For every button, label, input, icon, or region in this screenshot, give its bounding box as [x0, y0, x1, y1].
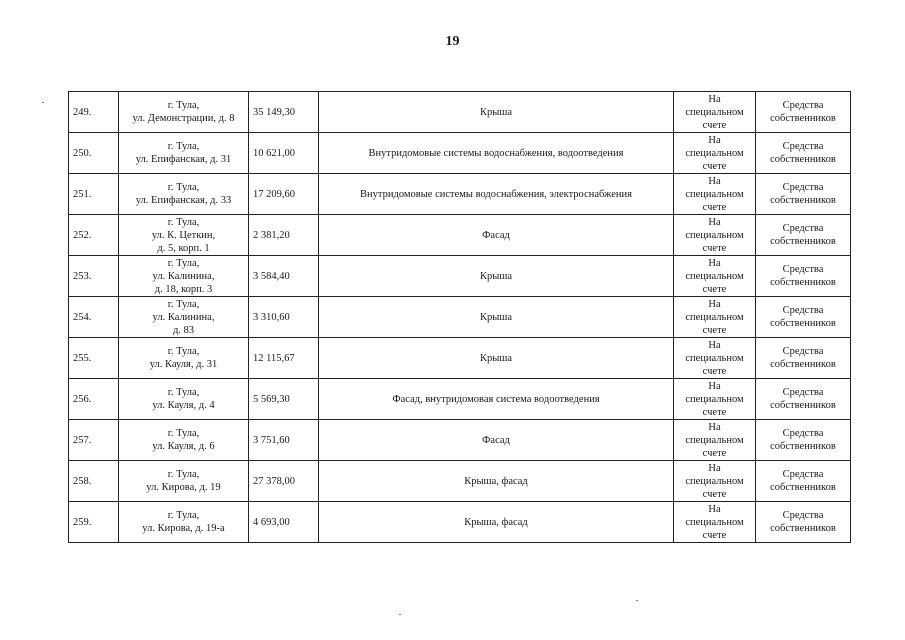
- address-line: г. Тула,: [167, 298, 200, 310]
- address-line: ул. Калинина,: [152, 311, 215, 323]
- address-line: ул. Демонстрации, д. 8: [132, 113, 235, 124]
- table-row: [69, 297, 851, 338]
- scan-speck: [636, 600, 638, 601]
- address-line: д. 18, корп. 3: [154, 283, 213, 295]
- address-line: ул. К. Цеткин,: [151, 229, 216, 241]
- account-line: На: [708, 503, 721, 515]
- row-number: 250.: [69, 133, 119, 174]
- address-cell: [119, 174, 249, 215]
- source-line: Средства: [782, 346, 824, 357]
- account-line: специальном: [685, 106, 744, 118]
- account-cell: [674, 420, 756, 461]
- account-line: специальном: [685, 270, 744, 282]
- address-line: ул. Кауля, д. 4: [152, 400, 215, 411]
- address-cell: [119, 338, 249, 379]
- address-cell: [119, 256, 249, 297]
- source-line: Средства: [782, 264, 824, 275]
- source-line: Средства: [782, 182, 824, 193]
- account-line: счете: [702, 201, 727, 213]
- funding-source-cell: [756, 92, 851, 133]
- address-line: д. 83: [172, 324, 195, 336]
- scan-speck: [42, 102, 44, 103]
- row-number: 249.: [69, 92, 119, 133]
- funding-source-cell: [756, 379, 851, 420]
- address-cell: [119, 461, 249, 502]
- address-line: г. Тула,: [167, 510, 200, 521]
- source-line: собственников: [770, 195, 836, 206]
- source-line: собственников: [770, 523, 836, 534]
- table-row: [69, 174, 851, 215]
- account-line: На: [708, 175, 721, 187]
- work-type-cell: Крыша: [319, 338, 674, 379]
- account-line: На: [708, 134, 721, 146]
- table-row: [69, 92, 851, 133]
- source-line: Средства: [782, 100, 824, 111]
- row-number: 254.: [69, 297, 119, 338]
- source-line: Средства: [782, 387, 824, 398]
- table-row: [69, 338, 851, 379]
- cost-cell: 3 584,40: [249, 256, 319, 297]
- source-line: собственников: [770, 318, 836, 329]
- row-number: 253.: [69, 256, 119, 297]
- account-line: специальном: [685, 311, 744, 323]
- cost-cell: 2 381,20: [249, 215, 319, 256]
- source-line: Средства: [782, 141, 824, 152]
- account-line: специальном: [685, 434, 744, 446]
- source-line: собственников: [770, 359, 836, 370]
- source-line: Средства: [782, 510, 824, 521]
- work-type-cell: Крыша, фасад: [319, 461, 674, 502]
- address-line: ул. Епифанская, д. 31: [135, 154, 232, 165]
- address-line: ул. Кирова, д. 19-а: [142, 523, 225, 534]
- account-line: счете: [702, 242, 727, 254]
- account-cell: [674, 297, 756, 338]
- address-line: г. Тула,: [167, 428, 200, 439]
- row-number: 252.: [69, 215, 119, 256]
- address-line: ул. Епифанская, д. 33: [135, 195, 232, 206]
- row-number: 251.: [69, 174, 119, 215]
- table-row: [69, 379, 851, 420]
- row-number: 257.: [69, 420, 119, 461]
- work-type-cell: Фасад, внутридомовая система водоотведения: [319, 379, 674, 420]
- funding-source-cell: [756, 215, 851, 256]
- account-line: специальном: [685, 475, 744, 487]
- account-line: специальном: [685, 352, 744, 364]
- account-line: счете: [702, 283, 727, 295]
- address-line: г. Тула,: [167, 216, 200, 228]
- address-line: д. 5, корп. 1: [157, 242, 210, 254]
- work-type-cell: Крыша, фасад: [319, 502, 674, 543]
- account-cell: [674, 338, 756, 379]
- account-line: счете: [702, 324, 727, 336]
- table-row: [69, 133, 851, 174]
- cost-cell: 10 621,00: [249, 133, 319, 174]
- address-line: г. Тула,: [167, 346, 200, 357]
- work-type-cell: Крыша: [319, 256, 674, 297]
- account-line: специальном: [685, 229, 744, 241]
- address-cell: [119, 379, 249, 420]
- account-cell: [674, 461, 756, 502]
- address-cell: [119, 133, 249, 174]
- cost-cell: 3 751,60: [249, 420, 319, 461]
- work-type-cell: Фасад: [319, 215, 674, 256]
- address-line: г. Тула,: [167, 469, 200, 480]
- account-line: На: [708, 298, 721, 310]
- funding-source-cell: [756, 502, 851, 543]
- account-cell: [674, 256, 756, 297]
- table-row: [69, 215, 851, 256]
- account-line: На: [708, 216, 721, 228]
- address-line: г. Тула,: [167, 257, 200, 269]
- row-number: 256.: [69, 379, 119, 420]
- account-line: счете: [702, 529, 727, 541]
- funding-source-cell: [756, 297, 851, 338]
- table-row: [69, 502, 851, 543]
- source-line: собственников: [770, 236, 836, 247]
- account-cell: [674, 92, 756, 133]
- funding-source-cell: [756, 256, 851, 297]
- account-line: специальном: [685, 147, 744, 159]
- account-cell: [674, 379, 756, 420]
- address-line: ул. Кауля, д. 31: [149, 359, 218, 370]
- cost-cell: 3 310,60: [249, 297, 319, 338]
- row-number: 258.: [69, 461, 119, 502]
- address-cell: [119, 92, 249, 133]
- account-line: счете: [702, 406, 727, 418]
- address-line: г. Тула,: [167, 387, 200, 398]
- page-number: 19: [445, 34, 460, 49]
- source-line: собственников: [770, 482, 836, 493]
- account-cell: [674, 215, 756, 256]
- cost-cell: 17 209,60: [249, 174, 319, 215]
- address-line: ул. Кауля, д. 6: [152, 441, 215, 452]
- address-cell: [119, 215, 249, 256]
- address-cell: [119, 297, 249, 338]
- address-line: г. Тула,: [167, 182, 200, 193]
- cost-cell: 5 569,30: [249, 379, 319, 420]
- source-line: собственников: [770, 400, 836, 411]
- work-type-cell: Фасад: [319, 420, 674, 461]
- work-type-cell: Внутридомовые системы водоснабжения, водоотведения: [319, 133, 674, 174]
- scan-speck: [399, 614, 401, 615]
- account-line: специальном: [685, 516, 744, 528]
- account-line: На: [708, 421, 721, 433]
- cost-cell: 12 115,67: [249, 338, 319, 379]
- source-line: собственников: [770, 154, 836, 165]
- address-cell: [119, 502, 249, 543]
- work-type-cell: Крыша: [319, 92, 674, 133]
- source-line: Средства: [782, 469, 824, 480]
- account-line: На: [708, 339, 721, 351]
- account-line: счете: [702, 365, 727, 377]
- funding-source-cell: [756, 338, 851, 379]
- account-line: счете: [702, 160, 727, 172]
- funding-source-cell: [756, 461, 851, 502]
- table-row: [69, 461, 851, 502]
- source-line: собственников: [770, 441, 836, 452]
- address-line: г. Тула,: [167, 100, 200, 111]
- account-line: счете: [702, 488, 727, 500]
- cost-cell: 4 693,00: [249, 502, 319, 543]
- account-cell: [674, 502, 756, 543]
- row-number: 259.: [69, 502, 119, 543]
- source-line: собственников: [770, 277, 836, 288]
- address-line: ул. Кирова, д. 19: [146, 482, 221, 493]
- account-line: счете: [702, 119, 727, 131]
- cost-cell: 35 149,30: [249, 92, 319, 133]
- source-line: Средства: [782, 223, 824, 234]
- account-line: счете: [702, 447, 727, 459]
- table-row: [69, 256, 851, 297]
- work-type-cell: Крыша: [319, 297, 674, 338]
- account-line: На: [708, 380, 721, 392]
- funding-source-cell: [756, 174, 851, 215]
- source-line: Средства: [782, 428, 824, 439]
- repair-registry-table: [68, 91, 851, 543]
- row-number: 255.: [69, 338, 119, 379]
- table-body: [69, 92, 851, 543]
- address-line: г. Тула,: [167, 141, 200, 152]
- account-cell: [674, 133, 756, 174]
- address-line: ул. Калинина,: [152, 270, 215, 282]
- account-line: На: [708, 93, 721, 105]
- work-type-cell: Внутридомовые системы водоснабжения, электроснабжения: [319, 174, 674, 215]
- account-cell: [674, 174, 756, 215]
- cost-cell: 27 378,00: [249, 461, 319, 502]
- account-line: специальном: [685, 393, 744, 405]
- account-line: На: [708, 462, 721, 474]
- funding-source-cell: [756, 420, 851, 461]
- table-row: [69, 420, 851, 461]
- funding-source-cell: [756, 133, 851, 174]
- source-line: собственников: [770, 113, 836, 124]
- address-cell: [119, 420, 249, 461]
- account-line: На: [708, 257, 721, 269]
- source-line: Средства: [782, 305, 824, 316]
- account-line: специальном: [685, 188, 744, 200]
